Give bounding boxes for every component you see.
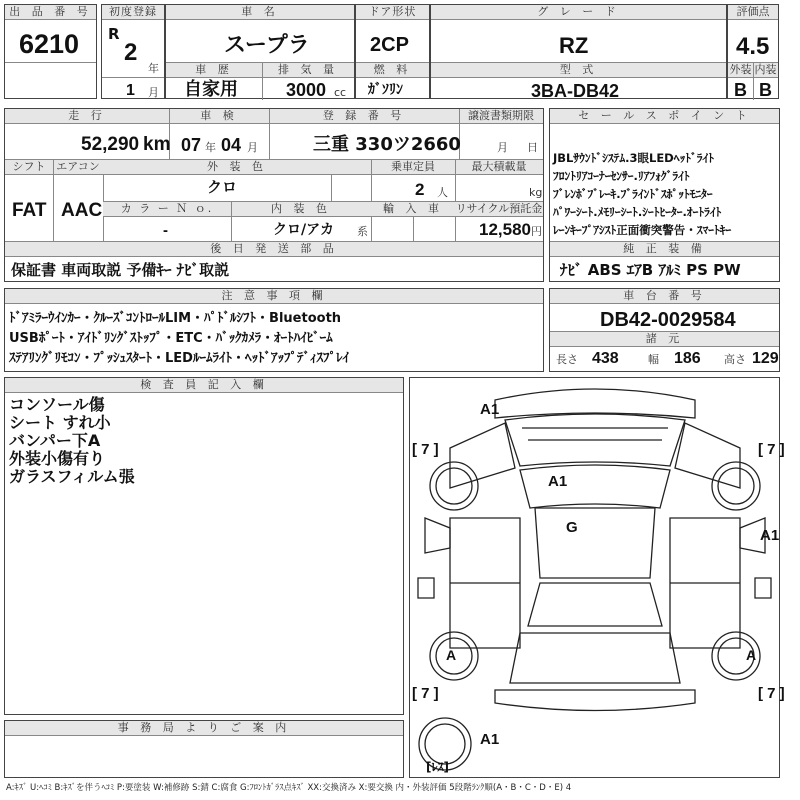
inspection-month-unit: 月 — [247, 141, 258, 154]
sales-line: ﾚｰﾝｷｰﾌﾟｱｼｽﾄ正面衝突警告・ｽﾏｰﾄｷｰ — [553, 223, 732, 237]
damage-code-right: A1 — [760, 527, 780, 544]
tire-code-rl: A — [746, 647, 757, 663]
inspection-label: 車 検 — [169, 109, 269, 124]
vehicle-info-section — [4, 108, 544, 282]
interior-color-label: 内 装 色 — [231, 202, 371, 217]
ext-grade: B — [734, 80, 747, 100]
car-name: スープラ — [224, 33, 310, 58]
door-type: 2CP — [370, 34, 409, 56]
tire-depth-tl: [ 7 ] — [412, 441, 439, 458]
int-grade: B — [759, 80, 772, 100]
mileage-unit: km — [143, 134, 171, 155]
grade: RZ — [559, 33, 589, 58]
inspector-line: コンソール傷 — [9, 395, 105, 414]
inspection-year: 07 — [181, 135, 202, 155]
inspector-label: 検 査 員 記 入 欄 — [5, 378, 403, 393]
note-line: ﾄﾞｱﾐﾗｰｳｲﾝｶｰ・ｸﾙｰｽﾞｺﾝﾄﾛｰﾙLIM・ﾊﾟﾄﾞﾙｼﾌﾄ・Bluetooth — [9, 311, 342, 326]
capacity-unit: 人 — [437, 186, 448, 199]
lot-number-label: 出 品 番 号 — [5, 5, 96, 20]
score: 4.5 — [736, 33, 770, 60]
office-section — [4, 720, 404, 778]
grade-cell — [430, 4, 727, 99]
registration-number: 三重 330ツ2660 — [313, 134, 461, 155]
first-registration-cell — [101, 4, 165, 99]
length-label: 長さ — [556, 353, 578, 366]
sales-line: JBLｻｳﾝﾄﾞｼｽﾃﾑ.3眼LEDﾍｯﾄﾞﾗｲﾄ — [553, 151, 714, 165]
era: R — [108, 25, 120, 43]
lot-number-cell — [4, 4, 97, 99]
recycle-unit: 円 — [531, 225, 542, 238]
shift: FAT — [12, 200, 47, 221]
capacity-label: 乗車定員 — [371, 160, 455, 175]
first-reg-label: 初度登録 — [102, 5, 164, 20]
later-parts: 保証書 車両取説 予備ｷｰ ﾅﾋﾞ取説 — [11, 261, 230, 279]
ext-label: 外装 — [729, 63, 752, 76]
sales-line: ﾌﾛﾝﾄﾘｱｺｰﾅｰｾﾝｻｰ.ﾘｱﾌｫｸﾞﾗｲﾄ — [553, 169, 690, 183]
grade-label: グ レ ー ド — [431, 5, 726, 20]
notes-label: 注 意 事 項 欄 — [5, 289, 543, 304]
door-label: ドア形状 — [356, 5, 429, 20]
chassis-section — [549, 288, 780, 372]
name-cell — [165, 4, 355, 99]
lot-number: 6210 — [19, 29, 80, 59]
notes-section — [4, 288, 544, 372]
office-label: 事 務 局 よ り ご 案 内 — [5, 721, 403, 736]
year-unit: 年 — [148, 62, 159, 75]
ac-label: エアコン — [53, 160, 103, 175]
registration-label: 登 録 番 号 — [269, 109, 459, 124]
door-cell — [355, 4, 430, 99]
mileage: 52,290 — [81, 134, 140, 155]
sales-line: ﾊﾟﾜｰｼｰﾄ.ﾒﾓﾘｰｼｰﾄ.ｼｰﾄﾋｰﾀｰ.ｵｰﾄﾗｲﾄ — [553, 205, 722, 219]
transfer-month-unit: 月 — [497, 141, 508, 154]
load-unit: kg — [529, 186, 543, 199]
score-label: 評価点 — [728, 5, 778, 20]
exterior-color: クロ — [207, 178, 238, 196]
tire-code-fl: A — [446, 647, 457, 663]
displacement: 3000 — [286, 80, 327, 100]
damage-code-glass: G — [566, 519, 578, 536]
transfer-day-unit: 日 — [527, 141, 538, 154]
car-outline-icon — [410, 378, 779, 777]
model-label: 型 式 — [431, 63, 726, 78]
inspector-line: 外装小傷有り — [9, 449, 106, 468]
score-cell — [727, 4, 779, 99]
car-diagram — [409, 377, 785, 778]
length: 438 — [592, 350, 619, 367]
sales-line: ﾌﾞﾚﾝﾎﾞﾌﾞﾚｰｷ.ﾌﾞﾗｲﾝﾄﾞｽﾎﾟｯﾄﾓﾆﾀｰ — [553, 187, 713, 201]
colorno-label: カ ラ ー Ｎ ｏ. — [103, 202, 231, 217]
spare-tire-label: [ﾚｽ] — [426, 760, 449, 774]
history-label: 車 歴 — [166, 63, 262, 78]
tire-depth-tr: [ 7 ] — [758, 441, 785, 458]
name-label: 車 名 — [166, 5, 354, 20]
import-label: 輸 入 車 — [371, 202, 455, 217]
inspector-line: シート すれ小 — [9, 413, 111, 432]
color-label: 外 装 色 — [103, 160, 371, 175]
chassis-number: DB42-0029584 — [600, 309, 736, 331]
note-line: USBﾎﾟｰﾄ・ｱｲﾄﾞﾘﾝｸﾞｽﾄｯﾌﾟ・ETC・ﾊﾞｯｸｶﾒﾗ・ｵｰﾄﾊｲﾋﾞｰﾑ — [9, 331, 333, 346]
sales-points-section — [549, 108, 780, 282]
displacement-label: 排 気 量 — [262, 63, 354, 78]
tire-depth-bl: [ 7 ] — [412, 685, 439, 702]
mileage-label: 走 行 — [5, 109, 169, 124]
history: 自家用 — [184, 79, 238, 100]
capacity: 2 — [415, 180, 425, 199]
reg-year: 2 — [124, 39, 138, 66]
int-label: 内装 — [754, 63, 777, 76]
recycle-fee: 12,580 — [479, 220, 531, 239]
damage-code-rear: A1 — [480, 731, 500, 748]
interior-color: クロ/アカ — [273, 222, 334, 238]
month-unit: 月 — [148, 86, 159, 99]
width: 186 — [674, 350, 701, 367]
shift-label: シフト — [5, 160, 53, 175]
later-parts-label: 後 日 発 送 部 品 — [5, 242, 543, 257]
damage-code-roof: A1 — [548, 473, 568, 490]
interior-color-suffix: 系 — [357, 225, 368, 238]
dims-label: 諸 元 — [550, 332, 779, 347]
model: 3BA-DB42 — [531, 81, 620, 101]
inspector-section — [4, 377, 404, 715]
legend: A:ｷｽﾞ U:ﾍｺﾐ B:ｷｽﾞを伴うﾍｺﾐ P:要塗装 W:補修跡 S:錆 C:腐食 G:ﾌﾛﾝﾄｶﾞﾗｽ点ｷｽﾞ XX:交換済み X:要交換 内・外装評価 5段階ﾗﾝｸ順(A・B・C・D・E) 4 — [6, 783, 572, 793]
height-label: 高さ — [724, 353, 746, 366]
inspector-line: ガラスフィルム張 — [9, 467, 135, 486]
damage-code-front: A1 — [480, 401, 500, 418]
ac: AAC — [61, 200, 103, 221]
fuel: ｶﾞｿﾘﾝ — [368, 82, 403, 98]
tire-depth-br: [ 7 ] — [758, 685, 785, 702]
reg-month: 1 — [126, 82, 135, 99]
header-section — [4, 4, 779, 103]
equipment-label: 純 正 装 備 — [550, 242, 779, 257]
displacement-unit: cc — [334, 86, 347, 99]
chassis-label: 車 台 番 号 — [550, 289, 779, 304]
color-number: - — [163, 222, 168, 239]
height: 129 — [752, 350, 779, 367]
equipment: ﾅﾋﾞ ABS ｴｱB ｱﾙﾐ PS PW — [560, 261, 741, 279]
inspector-line: バンパー下A — [9, 431, 101, 450]
note-line: ｽﾃｱﾘﾝｸﾞﾘﾓｺﾝ・ﾌﾟｯｼｭｽﾀｰﾄ・LEDﾙｰﾑﾗｲﾄ・ﾍｯﾄﾞｱｯﾌﾟﾃﾞｨｽﾌﾟﾚｲ — [9, 351, 349, 366]
load-label: 最大積載量 — [455, 160, 543, 175]
recycle-label: リサイクル預託金 — [455, 202, 543, 215]
fuel-label: 燃 料 — [356, 63, 429, 78]
sales-points-label: セ ー ル ス ポ イ ン ト — [550, 109, 779, 124]
width-label: 幅 — [648, 353, 659, 366]
inspection-year-unit: 年 — [205, 141, 216, 154]
inspection-month: 04 — [221, 135, 242, 155]
transfer-label: 譲渡書類期限 — [459, 109, 543, 124]
